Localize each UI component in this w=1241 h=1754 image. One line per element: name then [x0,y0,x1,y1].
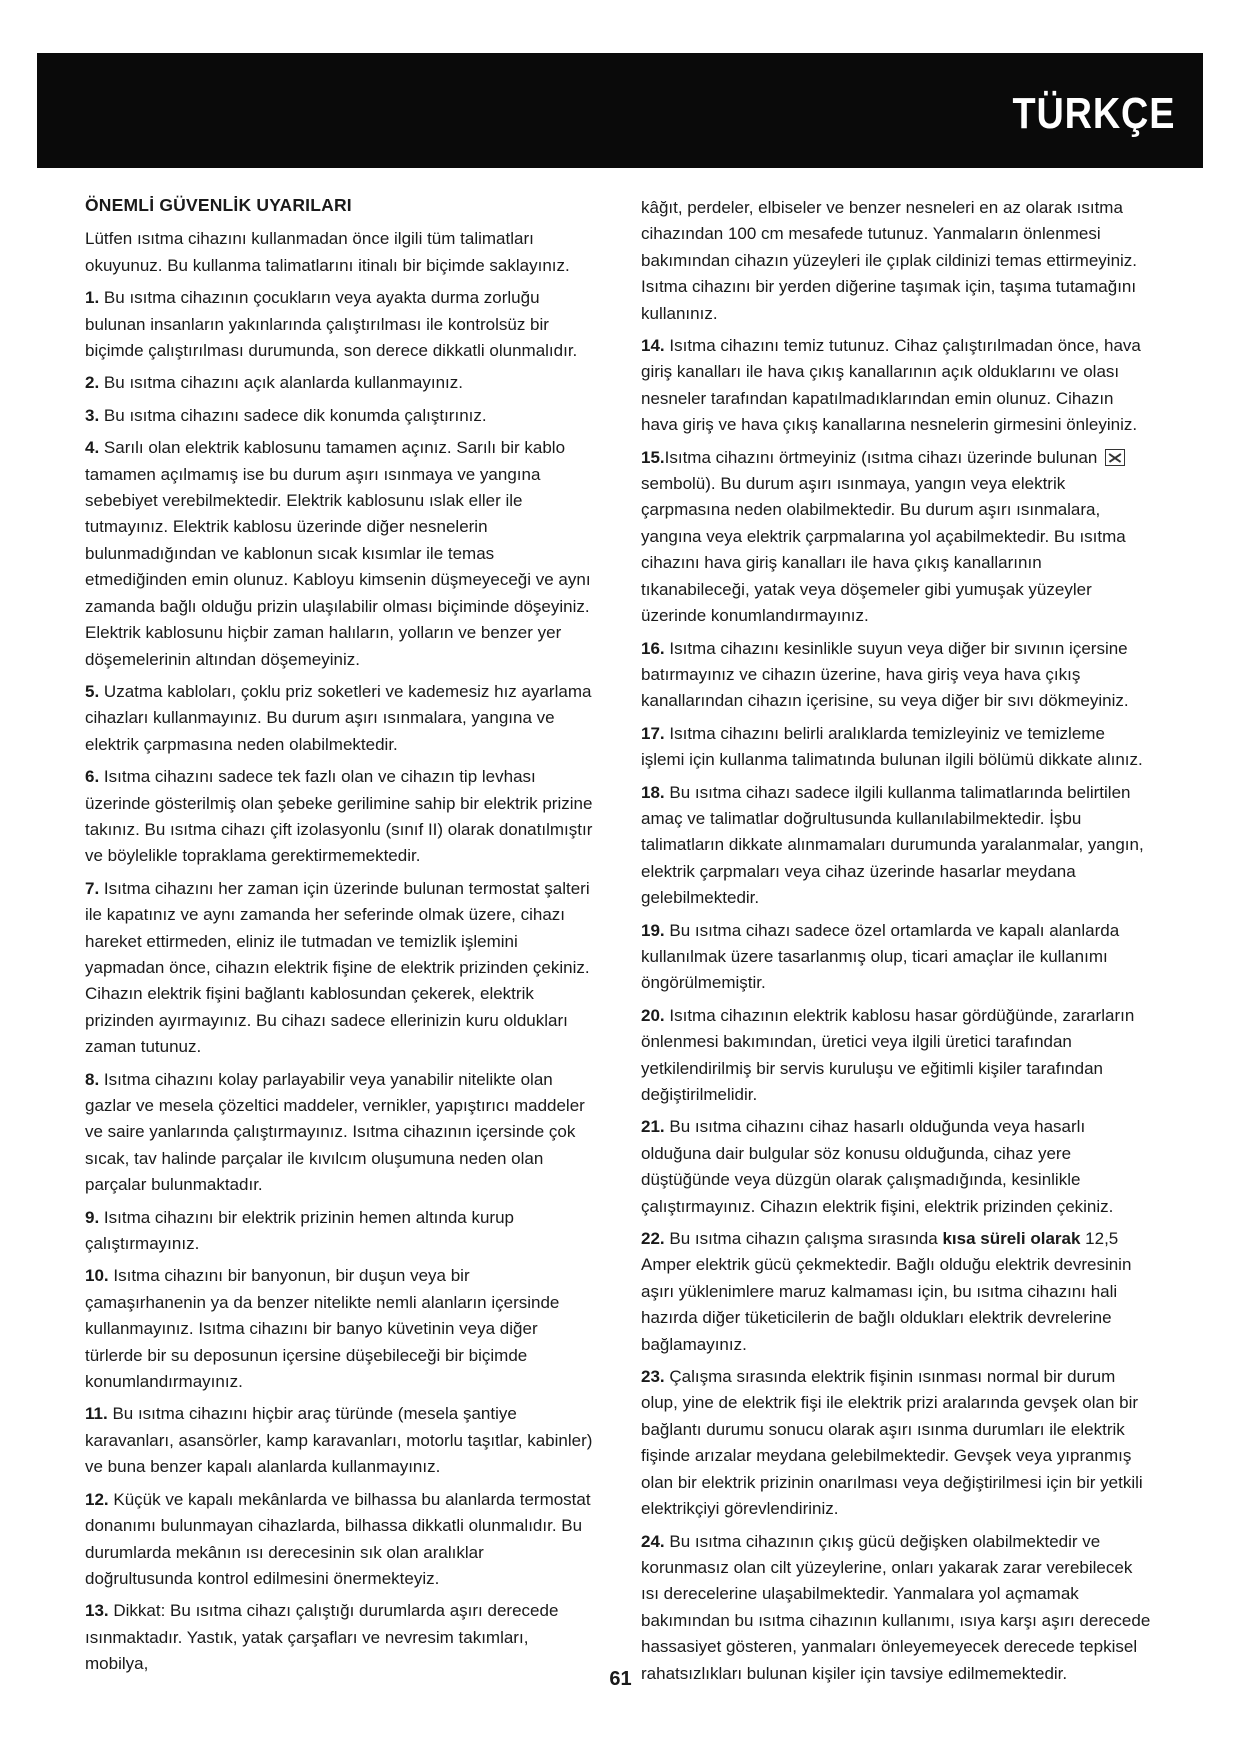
item-number: 12. [85,1489,109,1509]
left-column [85,192,595,1684]
item-emphasis: kısa süreli olarak [942,1229,1081,1249]
do-not-cover-symbol-icon [1105,449,1125,466]
item-text: Isıtma cihazını kesinlikle suyun veya diğer bir sıvının içersine batırmayınız ve cihazın üzerine, hava giriş veya hava çıkış kanallarından cihazın içerisine, su veya diğer bir sıvı dökmeyiniz. [641,638,1129,711]
safety-item-17 [641,721,1151,774]
item-number: 6. [85,767,100,787]
safety-item-24 [641,1529,1151,1687]
item-number: 8. [85,1069,100,1089]
safety-item-7 [85,876,595,1061]
safety-item-12 [85,1487,595,1593]
safety-item-6 [85,764,595,870]
item-number: 14. [641,336,665,356]
safety-item-4 [85,435,595,673]
item-text: Isıtma cihazını bir elektrik prizinin hemen altında kurup çalıştırmayınız. [85,1207,514,1254]
language-title: TÜRKÇE [1012,89,1175,138]
item-number: 10. [85,1266,109,1286]
item-number: 18. [641,782,665,802]
item-text: Isıtma cihazını bir banyonun, bir duşun veya bir çamaşırhanenin ya da benzer nitelikte nemli alanların içersinde kullanmayınız. Isıtma cihazını bir banyo küvetinin veya diğer türlerde bir su deposunun içersine düşebileceği bir biçimde konumlandırmayınız. [85,1266,560,1392]
safety-item-8 [85,1067,595,1199]
right-column [641,195,1151,1693]
item-text: Çalışma sırasında elektrik fişinin ısınması normal bir durum olup, yine de elektrik fişi ile elektrik prizi aralarında gevşek olan bir bağlantı durumu sonucu olarak aşırı ısınma durumları ile elektrik fişinde arızalar meydana gelebilmektedir. Gevşek veya yıpranmış olan bir elektrik prizinin onarılması veya değiştirilmesi için bir yetkili elektrikçiyi görevlendiriniz. [641,1367,1143,1519]
item-number: 23. [641,1367,665,1387]
safety-item-22 [641,1226,1151,1358]
item-number: 9. [85,1207,100,1227]
item-number: 15. [641,447,665,467]
item-number: 19. [641,920,665,940]
item-text: Bu ısıtma cihazını cihaz hasarlı olduğunda veya hasarlı olduğuna dair bulgular söz konusu olduğunda, cihaz yere düştüğünde veya düzgün olarak çalışmadığında, kesinlikle çalıştırmayınız. Cihazın elektrik fişini, elektrik prizinden çekiniz. [641,1117,1114,1216]
item-text: Dikkat: Bu ısıtma cihazı çalıştığı durumlarda aşırı derecede ısınmaktadır. Yastık, yatak çarşafları ve nevresim takımları, mobilya, [85,1601,559,1674]
safety-item-2 [85,370,595,396]
safety-item-23 [641,1364,1151,1522]
item-number: 5. [85,681,100,701]
item-text: Bu ısıtma cihazını açık alanlarda kullanmayınız. [103,373,463,393]
item-text: sembolü). Bu durum aşırı ısınmaya, yangın veya elektrik çarpmasına neden olabilmektedir. Bu durum aşırı ısınmalara, yangına veya elektrik çarpmalarına yol açabilmektedir. Bu ısıtma cihazını hava giriş kanalları ile hava çıkış kanallarının tıkanabileceği, yatak veya döşemeler gibi yumuşak yüzeyler üzerinde konumlandırmayınız. [641,474,1126,626]
item-number: 22. [641,1229,665,1249]
safety-item-11 [85,1401,595,1480]
safety-item-15 [641,445,1151,630]
item-text: Bu ısıtma cihazının çocukların veya ayakta durma zorluğu bulunan insanların yakınlarında çalıştırılması ile kontrolsüz bir biçimde çalıştırılması durumunda, son derece dikkatli olunmalıdır. [85,288,578,361]
item-text: Bu ısıtma cihazını sadece dik konumda çalıştırınız. [103,405,487,425]
item-number: 1. [85,288,100,308]
item-number: 3. [85,405,100,425]
safety-item-21 [641,1114,1151,1220]
item-text: Isıtma cihazını örtmeyiniz (ısıtma cihazı üzerinde bulunan [664,447,1098,467]
item-number: 13. [85,1601,109,1621]
item-number: 11. [85,1404,108,1424]
item-text: Isıtma cihazını sadece tek fazlı olan ve cihazın tip levhası üzerinde gösterilmiş olan şebeke gerilimine sahip bir elektrik prizine takınız. Bu ısıtma cihazı çift izolasyonlu (sınıf II) olarak donatılmıştır ve böylelikle topraklama gerektirmemektedir. [85,767,593,866]
item-text: Bu ısıtma cihazın çalışma sırasında [669,1229,938,1249]
item-number: 20. [641,1005,665,1025]
safety-item-9 [85,1205,595,1258]
safety-item-20 [641,1003,1151,1109]
item-text: Küçük ve kapalı mekânlarda ve bilhassa bu alanlarda termostat donanımı bulunmayan cihazlarda, bilhassa dikkatli olunmalıdır. Bu durumlarda mekânın ısı derecesinin sık olan aralıklar doğrultusunda kontrol edilmesini önermekteyiz. [85,1489,591,1588]
item-text: Bu ısıtma cihazı sadece ilgili kullanma talimatlarında belirtilen amaç ve talimatlar doğrultusunda kullanılabilmektedir. İşbu talimatların dikkate alınmamaları durumunda yaralanmalar, yangın, elektrik çarpmaları veya cihaz üzerinde hasarlar meydana gelebilmektedir. [641,782,1144,908]
safety-item-5 [85,679,595,758]
item-text: Isıtma cihazını kolay parlayabilir veya yanabilir nitelikte olan gazlar ve mesela çözeltici maddeler, vernikler, yapıştırıcı maddeler ve saire yanlarında çalıştırmayınız. Isıtma cihazının içersinde çok sıcak, tav halinde parçalar ile kıvılcım oluşumuna neden olan parçalar bulunmaktadır. [85,1069,585,1195]
safety-item-16 [641,636,1151,715]
item-number: 2. [85,373,100,393]
item-number: 17. [641,723,665,743]
item-text: Bu ısıtma cihazını hiçbir araç türünde (mesela şantiye karavanları, asansörler, kamp karavanları, motorlu taşıtlar, kabinler) ve buna benzer kapalı alanlarda kullanmayınız. [85,1404,593,1477]
safety-item-19 [641,918,1151,997]
item-text: Isıtma cihazının elektrik kablosu hasar gördüğünde, zararların önlenmesi bakımından, üretici veya ilgili üretici tarafından yetkilendirilmiş bir servis kuruluşu ve eğitimli kişiler tarafından değiştirilmelidir. [641,1005,1135,1104]
safety-item-1 [85,285,595,364]
item-number: 4. [85,438,100,458]
item-text: Sarılı olan elektrik kablosunu tamamen açınız. Sarılı bir kablo tamamen açılmamış ise bu durum aşırı ısınmaya ve yangına sebebiyet verebilmektedir. Elektrik kablosunu ıslak eller ile tutmayınız. Elektrik kablosu üzerinde diğer nesnelerin bulunmadığından ve kablonun sıcak kısımlar ile temas etmediğinden emin olunuz. Kabloyu kimsenin düşmeyeceği ve aynı zamanda bağlı olduğu prizin ulaşılabilir olması biçiminde döşeyiniz. Elektrik kablosunu hiçbir zaman halıların, yolların ve benzer yer döşemelerinin altından döşemeyiniz. [85,438,591,669]
item-text: Isıtma cihazını temiz tutunuz. Cihaz çalıştırılmadan önce, hava giriş kanalları ile hava çıkış kanallarının açık olduklarını ve olası nesneler tarafından kapatılmadıklarından emin olunuz. Cihazın hava giriş ve hava çıkış kanallarına nesnelerin girmesini önleyiniz. [641,336,1141,435]
section-title: ÖNEMLİ GÜVENLİK UYARILARI [85,195,352,215]
item-text: Isıtma cihazını belirli aralıklarda temizleyiniz ve temizleme işlemi için kullanma talimatında bulunan ilgili bölümü dikkate alınız. [641,723,1143,770]
safety-item-18 [641,780,1151,912]
item-text: 12,5 Amper elektrik gücü çekmektedir. Bağlı olduğu elektrik devresinin aşırı yüklenimlere maruz kalmaması için, bu ısıtma cihazını hali hazırda diğer tüketicilerin de bağlı oldukları elektrik devrelerine bağlamayınız. [641,1229,1132,1354]
item-number: 16. [641,638,665,658]
item-number: 24. [641,1531,665,1551]
safety-item-3 [85,403,595,429]
safety-item-14 [641,333,1151,439]
item-text: Uzatma kabloları, çoklu priz soketleri ve kademesiz hız ayarlama cihazları kullanmayınız. Bu durum aşırı ısınmalara, yangına ve elektrik çarpmasına neden olabilmektedir. [85,681,592,754]
page-number: 61 [609,1668,632,1690]
item-text: Isıtma cihazını her zaman için üzerinde bulunan termostat şalteri ile kapatınız ve aynı zamanda her seferinde olmak üzere, cihazı hareket ettirmeden, eliniz ile tutmadan ve temizlik işlemini yapmadan önce, cihazın elektrik fişine de elektrik prizinden çekiniz. Cihazın elektrik fişini bağlantı kablosundan çekerek, elektrik prizinden ayırmayınız. Bu cihazı sadece ellerinizin kuru oldukları zaman tutunuz. [85,878,590,1057]
safety-item-13-continued: kâğıt, perdeler, elbiseler ve benzer nesneleri en az olarak ısıtma cihazından 100 cm mesafede tutunuz. Yanmaların önlenmesi bakımından cihazın yüzeyleri ile çıplak cildinizi temas ettirmeyiniz. Isıtma cihazını bir yerden diğerine taşımak için, taşıma tutamağını kullanınız. [641,198,1138,323]
item-number: 21. [641,1117,665,1137]
language-header-bar [37,53,1203,168]
safety-item-10 [85,1263,595,1395]
intro-paragraph: Lütfen ısıtma cihazını kullanmadan önce ilgili tüm talimatları okuyunuz. Bu kullanma talimatlarını itinalı bir biçimde saklayınız. [85,229,570,275]
item-text: Bu ısıtma cihazının çıkış gücü değişken olabilmektedir ve korunmasız olan cilt yüzeylerine, onları yakarak zarar verebilecek ısı derecelerine ulaşabilmektedir. Yanmalara yol açmamak bakımından bu ısıtma cihazının kullanımı, ısıya karşı aşırı derecede hassasiyet gösteren, yanmaları önleyemeyecek derecede tepkisel rahatsızlıkları bulunan kişiler için tavsiye edilmemektedir. [641,1531,1151,1683]
safety-item-13 [85,1598,595,1677]
item-number: 7. [85,878,100,898]
item-text: Bu ısıtma cihazı sadece özel ortamlarda ve kapalı alanlarda kullanılmak üzere tasarlanmış olup, ticari amaçlar ile kullanımı öngörülmemiştir. [641,920,1120,993]
